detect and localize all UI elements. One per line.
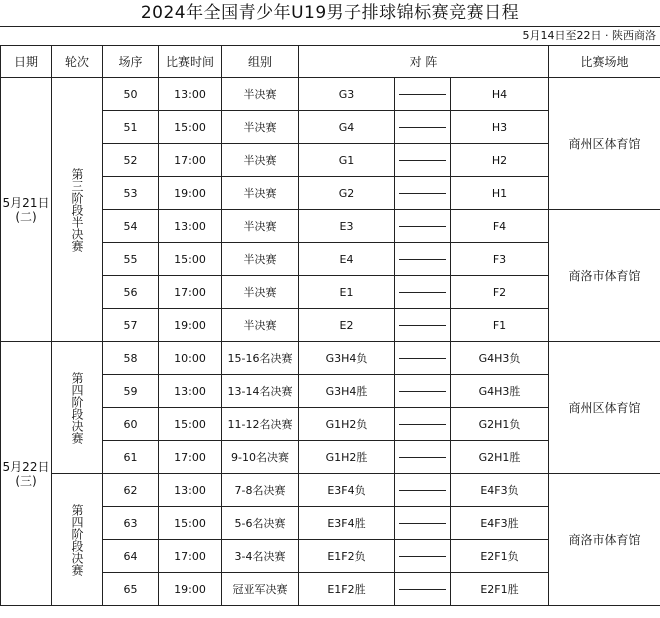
versus-line-cell xyxy=(395,210,451,243)
home-team: G3H4负 xyxy=(299,342,395,375)
match-group: 半决赛 xyxy=(222,111,299,144)
versus-line xyxy=(399,325,446,326)
versus-line-cell xyxy=(395,441,451,474)
date-weekday: (三) xyxy=(15,473,37,488)
versus-line-cell xyxy=(395,474,451,507)
header-venue: 比赛场地 xyxy=(549,46,660,78)
versus-line-cell xyxy=(395,540,451,573)
match-group: 半决赛 xyxy=(222,177,299,210)
schedule-table xyxy=(0,45,660,606)
match-time: 13:00 xyxy=(159,375,222,408)
match-no: 58 xyxy=(103,342,159,375)
match-group: 13-14名决赛 xyxy=(222,375,299,408)
away-team: G4H3胜 xyxy=(451,375,549,408)
home-team: E3 xyxy=(299,210,395,243)
match-time: 17:00 xyxy=(159,441,222,474)
date-label: 5月22日 xyxy=(2,459,50,474)
table-row xyxy=(1,474,660,507)
versus-line xyxy=(399,94,446,95)
header-match-no: 场序 xyxy=(103,46,159,78)
match-time: 15:00 xyxy=(159,507,222,540)
home-team: G3 xyxy=(299,78,395,111)
date-cell xyxy=(1,78,52,342)
table-row xyxy=(1,78,660,111)
match-no: 50 xyxy=(103,78,159,111)
table-row xyxy=(1,342,660,375)
venue-cell: 商洛市体育馆 xyxy=(549,210,660,342)
match-group: 半决赛 xyxy=(222,243,299,276)
away-team: H1 xyxy=(451,177,549,210)
versus-line-cell xyxy=(395,408,451,441)
match-time: 15:00 xyxy=(159,243,222,276)
venue-cell: 商州区体育馆 xyxy=(549,78,660,210)
versus-line xyxy=(399,127,446,128)
date-weekday: (二) xyxy=(15,209,37,224)
round-label: 第四阶段决赛 xyxy=(70,371,84,444)
match-no: 60 xyxy=(103,408,159,441)
versus-line xyxy=(399,358,446,359)
away-team: F2 xyxy=(451,276,549,309)
match-group: 半决赛 xyxy=(222,78,299,111)
home-team: G3H4胜 xyxy=(299,375,395,408)
away-team: H2 xyxy=(451,144,549,177)
versus-line xyxy=(399,457,446,458)
versus-line xyxy=(399,226,446,227)
versus-line-cell xyxy=(395,573,451,606)
versus-line-cell xyxy=(395,177,451,210)
match-group: 半决赛 xyxy=(222,276,299,309)
match-group: 冠亚军决赛 xyxy=(222,573,299,606)
versus-line xyxy=(399,589,446,590)
versus-line-cell xyxy=(395,309,451,342)
away-team: F4 xyxy=(451,210,549,243)
table-header-row xyxy=(1,46,660,78)
versus-line xyxy=(399,193,446,194)
match-group: 15-16名决赛 xyxy=(222,342,299,375)
versus-line-cell xyxy=(395,144,451,177)
match-time: 19:00 xyxy=(159,573,222,606)
match-group: 半决赛 xyxy=(222,144,299,177)
versus-line xyxy=(399,391,446,392)
away-team: G2H1胜 xyxy=(451,441,549,474)
match-group: 9-10名决赛 xyxy=(222,441,299,474)
home-team: G2 xyxy=(299,177,395,210)
versus-line-cell xyxy=(395,342,451,375)
venue-cell: 商州区体育馆 xyxy=(549,342,660,474)
match-time: 13:00 xyxy=(159,474,222,507)
home-team: E1F2负 xyxy=(299,540,395,573)
match-time: 13:00 xyxy=(159,210,222,243)
schedule-subtitle: 5月14日至22日 · 陕西商洛 xyxy=(0,26,660,45)
away-team: G2H1负 xyxy=(451,408,549,441)
home-team: G1H2负 xyxy=(299,408,395,441)
match-no: 64 xyxy=(103,540,159,573)
versus-line-cell xyxy=(395,243,451,276)
match-group: 半决赛 xyxy=(222,309,299,342)
home-team: G1H2胜 xyxy=(299,441,395,474)
home-team: E3F4胜 xyxy=(299,507,395,540)
home-team: G4 xyxy=(299,111,395,144)
away-team: H4 xyxy=(451,78,549,111)
versus-line xyxy=(399,259,446,260)
home-team: E1 xyxy=(299,276,395,309)
date-cell xyxy=(1,342,52,606)
away-team: E2F1负 xyxy=(451,540,549,573)
home-team: G1 xyxy=(299,144,395,177)
match-group: 5-6名决赛 xyxy=(222,507,299,540)
match-group: 半决赛 xyxy=(222,210,299,243)
match-time: 10:00 xyxy=(159,342,222,375)
versus-line-cell xyxy=(395,111,451,144)
match-group: 7-8名决赛 xyxy=(222,474,299,507)
away-team: F1 xyxy=(451,309,549,342)
home-team: E4 xyxy=(299,243,395,276)
match-no: 54 xyxy=(103,210,159,243)
match-time: 17:00 xyxy=(159,144,222,177)
match-time: 19:00 xyxy=(159,177,222,210)
away-team: E4F3胜 xyxy=(451,507,549,540)
versus-line xyxy=(399,523,446,524)
round-label: 第四阶段决赛 xyxy=(70,503,84,576)
match-time: 15:00 xyxy=(159,111,222,144)
header-matchup: 对 阵 xyxy=(299,46,549,78)
header-group: 组别 xyxy=(222,46,299,78)
match-time: 19:00 xyxy=(159,309,222,342)
match-no: 56 xyxy=(103,276,159,309)
away-team: E4F3负 xyxy=(451,474,549,507)
versus-line-cell xyxy=(395,78,451,111)
versus-line xyxy=(399,556,446,557)
round-cell xyxy=(52,474,103,606)
match-no: 61 xyxy=(103,441,159,474)
schedule-title: 2024年全国青少年U19男子排球锦标赛竞赛日程 xyxy=(140,3,520,23)
round-label: 第三阶段半决赛 xyxy=(70,167,84,252)
away-team: G4H3负 xyxy=(451,342,549,375)
match-no: 55 xyxy=(103,243,159,276)
match-no: 53 xyxy=(103,177,159,210)
home-team: E3F4负 xyxy=(299,474,395,507)
match-no: 63 xyxy=(103,507,159,540)
versus-line xyxy=(399,160,446,161)
match-time: 17:00 xyxy=(159,540,222,573)
match-no: 51 xyxy=(103,111,159,144)
versus-line xyxy=(399,424,446,425)
venue-cell: 商洛市体育馆 xyxy=(549,474,660,606)
round-cell xyxy=(52,78,103,342)
header-date: 日期 xyxy=(1,46,52,78)
versus-line-cell xyxy=(395,375,451,408)
round-cell xyxy=(52,342,103,474)
match-no: 65 xyxy=(103,573,159,606)
versus-line xyxy=(399,490,446,491)
match-no: 52 xyxy=(103,144,159,177)
date-label: 5月21日 xyxy=(2,195,50,210)
header-time: 比赛时间 xyxy=(159,46,222,78)
away-team: E2F1胜 xyxy=(451,573,549,606)
match-group: 3-4名决赛 xyxy=(222,540,299,573)
versus-line-cell xyxy=(395,276,451,309)
home-team: E1F2胜 xyxy=(299,573,395,606)
header-round: 轮次 xyxy=(52,46,103,78)
away-team: H3 xyxy=(451,111,549,144)
away-team: F3 xyxy=(451,243,549,276)
match-no: 57 xyxy=(103,309,159,342)
match-time: 13:00 xyxy=(159,78,222,111)
match-time: 15:00 xyxy=(159,408,222,441)
versus-line-cell xyxy=(395,507,451,540)
match-no: 62 xyxy=(103,474,159,507)
home-team: E2 xyxy=(299,309,395,342)
versus-line xyxy=(399,292,446,293)
match-time: 17:00 xyxy=(159,276,222,309)
match-no: 59 xyxy=(103,375,159,408)
match-group: 11-12名决赛 xyxy=(222,408,299,441)
